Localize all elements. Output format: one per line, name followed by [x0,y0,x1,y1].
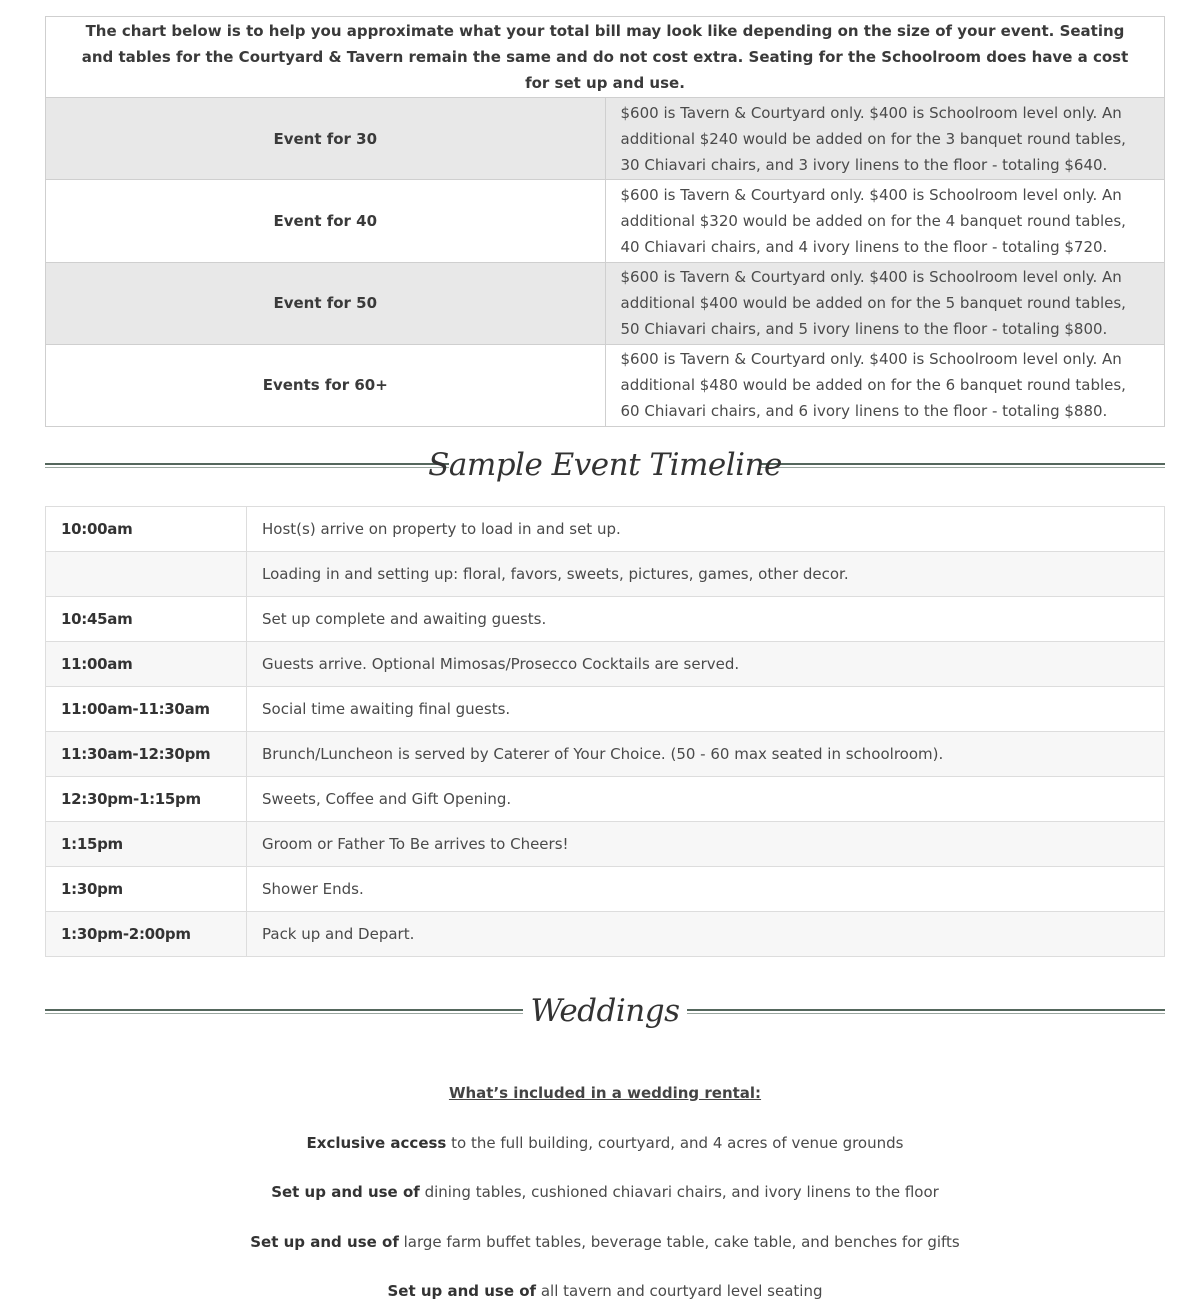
wedding-included-section [45,0,1165,1303]
timeline-time: 11:00am-11:30am [46,687,247,732]
timeline-heading: Sample Event Timeline [428,447,782,483]
included-item [45,1233,1165,1251]
included-title: What’s included in a wedding rental: [448,1084,762,1102]
included-item-text: large farm buffet tables, beverage table, cake table, and benches for gifts [398,1233,960,1251]
timeline-time: 1:30pm-2:00pm [46,912,247,957]
timeline-event: Shower Ends. [247,867,1165,912]
timeline-time: 12:30pm-1:15pm [46,777,247,822]
timeline-time: 10:00am [46,507,247,552]
pricing-row-text: $600 is Tavern & Courtyard only. $400 is Schoolroom level only. An additional $240 would be added on for the 3 banquet round tables, 30 Chiavari chairs, and 3 ivory linens to the floor - totaling $640. [605,98,1165,180]
timeline-event: Brunch/Luncheon is served by Caterer of Your Choice. (50 - 60 max seated in schoolroom). [247,732,1165,777]
included-item [45,1282,1165,1300]
included-item-text: to the full building, courtyard, and 4 acres of venue grounds [446,1134,904,1152]
pricing-row-text: $600 is Tavern & Courtyard only. $400 is Schoolroom level only. An additional $400 would be added on for the 5 banquet round tables, 50 Chiavari chairs, and 5 ivory linens to the floor - totaling $800. [605,262,1165,344]
included-item-bold: Set up and use of [271,1183,420,1201]
pricing-row-label: Event for 30 [46,98,606,180]
timeline-event: Groom or Father To Be arrives to Cheers! [247,822,1165,867]
timeline-time: 11:30am-12:30pm [46,732,247,777]
included-item [45,1134,1165,1152]
included-item-bold: Set up and use of [250,1233,399,1251]
included-item [45,1183,1165,1201]
timeline-event: Loading in and setting up: floral, favors, sweets, pictures, games, other decor. [247,552,1165,597]
pricing-row-text: $600 is Tavern & Courtyard only. $400 is Schoolroom level only. An additional $320 would be added on for the 4 banquet round tables, 40 Chiavari chairs, and 4 ivory linens to the floor - totaling $720. [605,180,1165,262]
pricing-row-label: Event for 50 [46,262,606,344]
timeline-event: Sweets, Coffee and Gift Opening. [247,777,1165,822]
timeline-time: 1:30pm [46,867,247,912]
timeline-event: Social time awaiting final guests. [247,687,1165,732]
timeline-event: Host(s) arrive on property to load in and set up. [247,507,1165,552]
timeline-time: 11:00am [46,642,247,687]
timeline-time: 1:15pm [46,822,247,867]
pricing-row-text: $600 is Tavern & Courtyard only. $400 is Schoolroom level only. An additional $480 would be added on for the 6 banquet round tables, 60 Chiavari chairs, and 6 ivory linens to the floor - totaling $880. [605,344,1165,426]
pricing-row-label: Events for 60+ [46,344,606,426]
pricing-row-label: Event for 40 [46,180,606,262]
timeline-event: Pack up and Depart. [247,912,1165,957]
included-item-text: all tavern and courtyard level seating [536,1282,823,1300]
included-item-text: dining tables, cushioned chiavari chairs, and ivory linens to the floor [419,1183,939,1201]
timeline-time: 10:45am [46,597,247,642]
timeline-event: Guests arrive. Optional Mimosas/Prosecco Cocktails are served. [247,642,1165,687]
timeline-event: Set up complete and awaiting guests. [247,597,1165,642]
included-item-bold: Exclusive access [306,1134,447,1152]
pricing-intro: The chart below is to help you approximate what your total bill may look like depending on the size of your event. Seating and tables for the Courtyard & Tavern remain the same and do not cost extra. Seating for the Schoolroom does have a cost for set up and use. [46,17,1165,98]
weddings-heading: Weddings [530,993,680,1029]
included-item-bold: Set up and use of [387,1282,537,1300]
